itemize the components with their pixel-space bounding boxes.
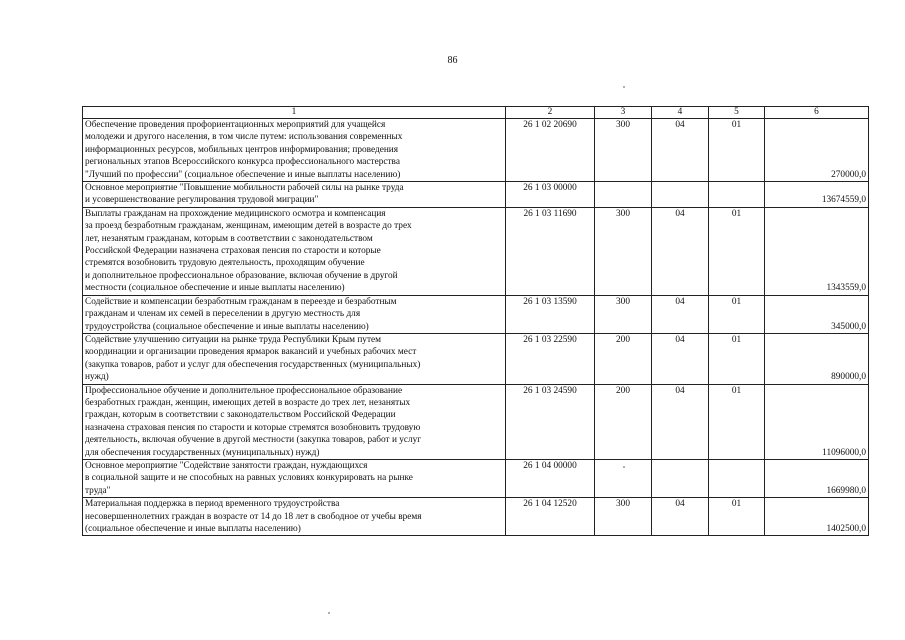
target-article-code: 26 1 02 20690 xyxy=(506,119,595,182)
amount: 270000,0 xyxy=(765,119,869,182)
row-name-line: координации и организации проведения ярмарок вакансий и учебных рабочих мест xyxy=(85,347,417,358)
amount: 1669980,0 xyxy=(765,459,869,497)
row-name-line: нужд) xyxy=(85,372,109,383)
table-row xyxy=(83,333,869,384)
expense-type-code: 300 xyxy=(595,295,652,333)
scan-speck xyxy=(623,466,625,468)
subsection-code: 01 xyxy=(709,119,765,182)
row-name-line: Основное мероприятие "Повышение мобильности рабочей силы на рынке труда xyxy=(85,183,404,194)
section-code xyxy=(652,182,709,208)
row-name-line: Основное мероприятие "Содействие занятости граждан, нуждающихся xyxy=(85,460,368,471)
row-name-line: граждан, которым в соответствии с законодательством Российской Федерации xyxy=(85,410,396,421)
row-name-line: труда" xyxy=(85,485,111,496)
header-col-5: 5 xyxy=(709,107,765,119)
row-name-line: региональных этапов Всероссийского конкурса профессионального мастерства xyxy=(85,157,400,168)
subsection-code xyxy=(709,182,765,208)
table-row xyxy=(83,498,869,536)
row-name-line: Обеспечение проведения профориентационных мероприятий для учащейся xyxy=(85,120,386,130)
row-name-line: в социальной защите и не способных на равных условиях конкурировать на рынке xyxy=(85,473,413,484)
expense-type-code: 200 xyxy=(595,384,652,459)
row-name-line: и усовершенствование регулирования трудовой миграции" xyxy=(85,195,319,206)
row-name-line: безработных граждан, женщин, имеющих детей в возрасте до трех лет, незанятых xyxy=(85,397,411,408)
row-name-line: за проезд безработным гражданам, женщинам, имеющим детей в возрасте до трех xyxy=(85,221,412,232)
amount: 1402500,0 xyxy=(765,498,869,536)
row-name-line: деятельность, включая обучение в другой местности (закупка товаров, работ и услуг xyxy=(85,435,422,446)
header-col-3: 3 xyxy=(595,107,652,119)
header-col-4: 4 xyxy=(652,107,709,119)
target-article-code: 26 1 04 12520 xyxy=(506,498,595,536)
table-row xyxy=(83,119,869,182)
table-row xyxy=(83,207,869,295)
row-name-line: и дополнительное профессиональное образование, включая обучение в другой xyxy=(85,270,398,281)
table-row xyxy=(83,459,869,497)
section-code: 04 xyxy=(652,119,709,182)
table-row xyxy=(83,384,869,459)
amount: 890000,0 xyxy=(765,333,869,384)
row-name-line: (закупка товаров, работ и услуг для обеспечения государственных (муниципальных) xyxy=(85,359,421,370)
header-col-1: 1 xyxy=(83,107,506,119)
row-name-line: молодежи и другого населения, в том числе путем: использования современных xyxy=(85,132,403,143)
section-code xyxy=(652,459,709,497)
table-row xyxy=(83,295,869,333)
row-name-cell xyxy=(83,498,506,536)
row-name-line: (социальное обеспечение и иные выплаты населению) xyxy=(85,524,301,534)
row-name-line: местности (социальное обеспечение и иные выплаты населению) xyxy=(85,283,345,294)
target-article-code: 26 1 03 11690 xyxy=(506,207,595,295)
row-name-cell xyxy=(83,295,506,333)
section-code: 04 xyxy=(652,384,709,459)
row-name-cell xyxy=(83,333,506,384)
row-name-line: назначена страховая пенсия по старости и которые стремятся возобновить трудовую xyxy=(85,422,421,433)
target-article-code: 26 1 03 00000 xyxy=(506,182,595,208)
row-name-line: Российской Федерации назначена страховая пенсия по старости и которые xyxy=(85,246,381,257)
expense-type-code: 300 xyxy=(595,119,652,182)
row-name-line: несовершеннолетних граждан в возрасте от 14 до 18 лет в свободное от учебы время xyxy=(85,511,422,522)
row-name-line: лет, незанятым гражданам, которым в соответствии с законодательством xyxy=(85,233,373,244)
section-code: 04 xyxy=(652,498,709,536)
row-name-line: "Лучший по профессии" (социальное обеспечение и иные выплаты населению) xyxy=(85,169,401,180)
amount: 345000,0 xyxy=(765,295,869,333)
row-name-line: информационных ресурсов, мобильных центров информирования; проведения xyxy=(85,144,399,155)
row-name-line: гражданам и членам их семей в переселении в другую местность для xyxy=(85,309,361,320)
subsection-code: 01 xyxy=(709,295,765,333)
scan-speck xyxy=(623,86,625,88)
amount: 1343559,0 xyxy=(765,207,869,295)
row-name-cell xyxy=(83,384,506,459)
target-article-code: 26 1 03 22590 xyxy=(506,333,595,384)
expense-type-code: 300 xyxy=(595,498,652,536)
row-name-line: Содействие и компенсации безработным гражданам в переезде и безработным xyxy=(85,296,397,307)
header-row xyxy=(83,107,869,119)
expense-type-code: 300 xyxy=(595,207,652,295)
header-col-6: 6 xyxy=(765,107,869,119)
table-row xyxy=(83,182,869,208)
subsection-code: 01 xyxy=(709,498,765,536)
table-body xyxy=(83,119,869,536)
row-name-line: для обеспечения государственных (муниципальных) нужд) xyxy=(85,447,320,458)
row-name-line: Материальная поддержка в период временного трудоустройства xyxy=(85,499,340,510)
amount: 13674559,0 xyxy=(765,182,869,208)
row-name-cell xyxy=(83,207,506,295)
subsection-code: 01 xyxy=(709,207,765,295)
scan-speck xyxy=(328,612,330,614)
header-col-2: 2 xyxy=(506,107,595,119)
subsection-code: 01 xyxy=(709,384,765,459)
row-name-cell xyxy=(83,182,506,208)
expense-type-code: 200 xyxy=(595,333,652,384)
row-name-line: трудоустройства (социальное обеспечение и иные выплаты населению) xyxy=(85,321,369,332)
target-article-code: 26 1 03 24590 xyxy=(506,384,595,459)
page-number: 86 xyxy=(447,55,458,66)
section-code: 04 xyxy=(652,333,709,384)
expense-type-code xyxy=(595,182,652,208)
section-code: 04 xyxy=(652,295,709,333)
budget-table xyxy=(82,106,869,536)
row-name-line: Профессиональное обучение и дополнительное профессиональное образование xyxy=(85,385,403,396)
target-article-code: 26 1 04 00000 xyxy=(506,459,595,497)
row-name-line: стремятся возобновить трудовую деятельность, проходящим обучение xyxy=(85,258,365,269)
subsection-code xyxy=(709,459,765,497)
target-article-code: 26 1 03 13590 xyxy=(506,295,595,333)
row-name-cell xyxy=(83,459,506,497)
section-code: 04 xyxy=(652,207,709,295)
subsection-code: 01 xyxy=(709,333,765,384)
row-name-cell xyxy=(83,119,506,182)
row-name-line: Содействие улучшению ситуации на рынке труда Республики Крым путем xyxy=(85,334,382,345)
row-name-line: Выплаты гражданам на прохождение медицинского осмотра и компенсация xyxy=(85,208,386,219)
amount: 11096000,0 xyxy=(765,384,869,459)
